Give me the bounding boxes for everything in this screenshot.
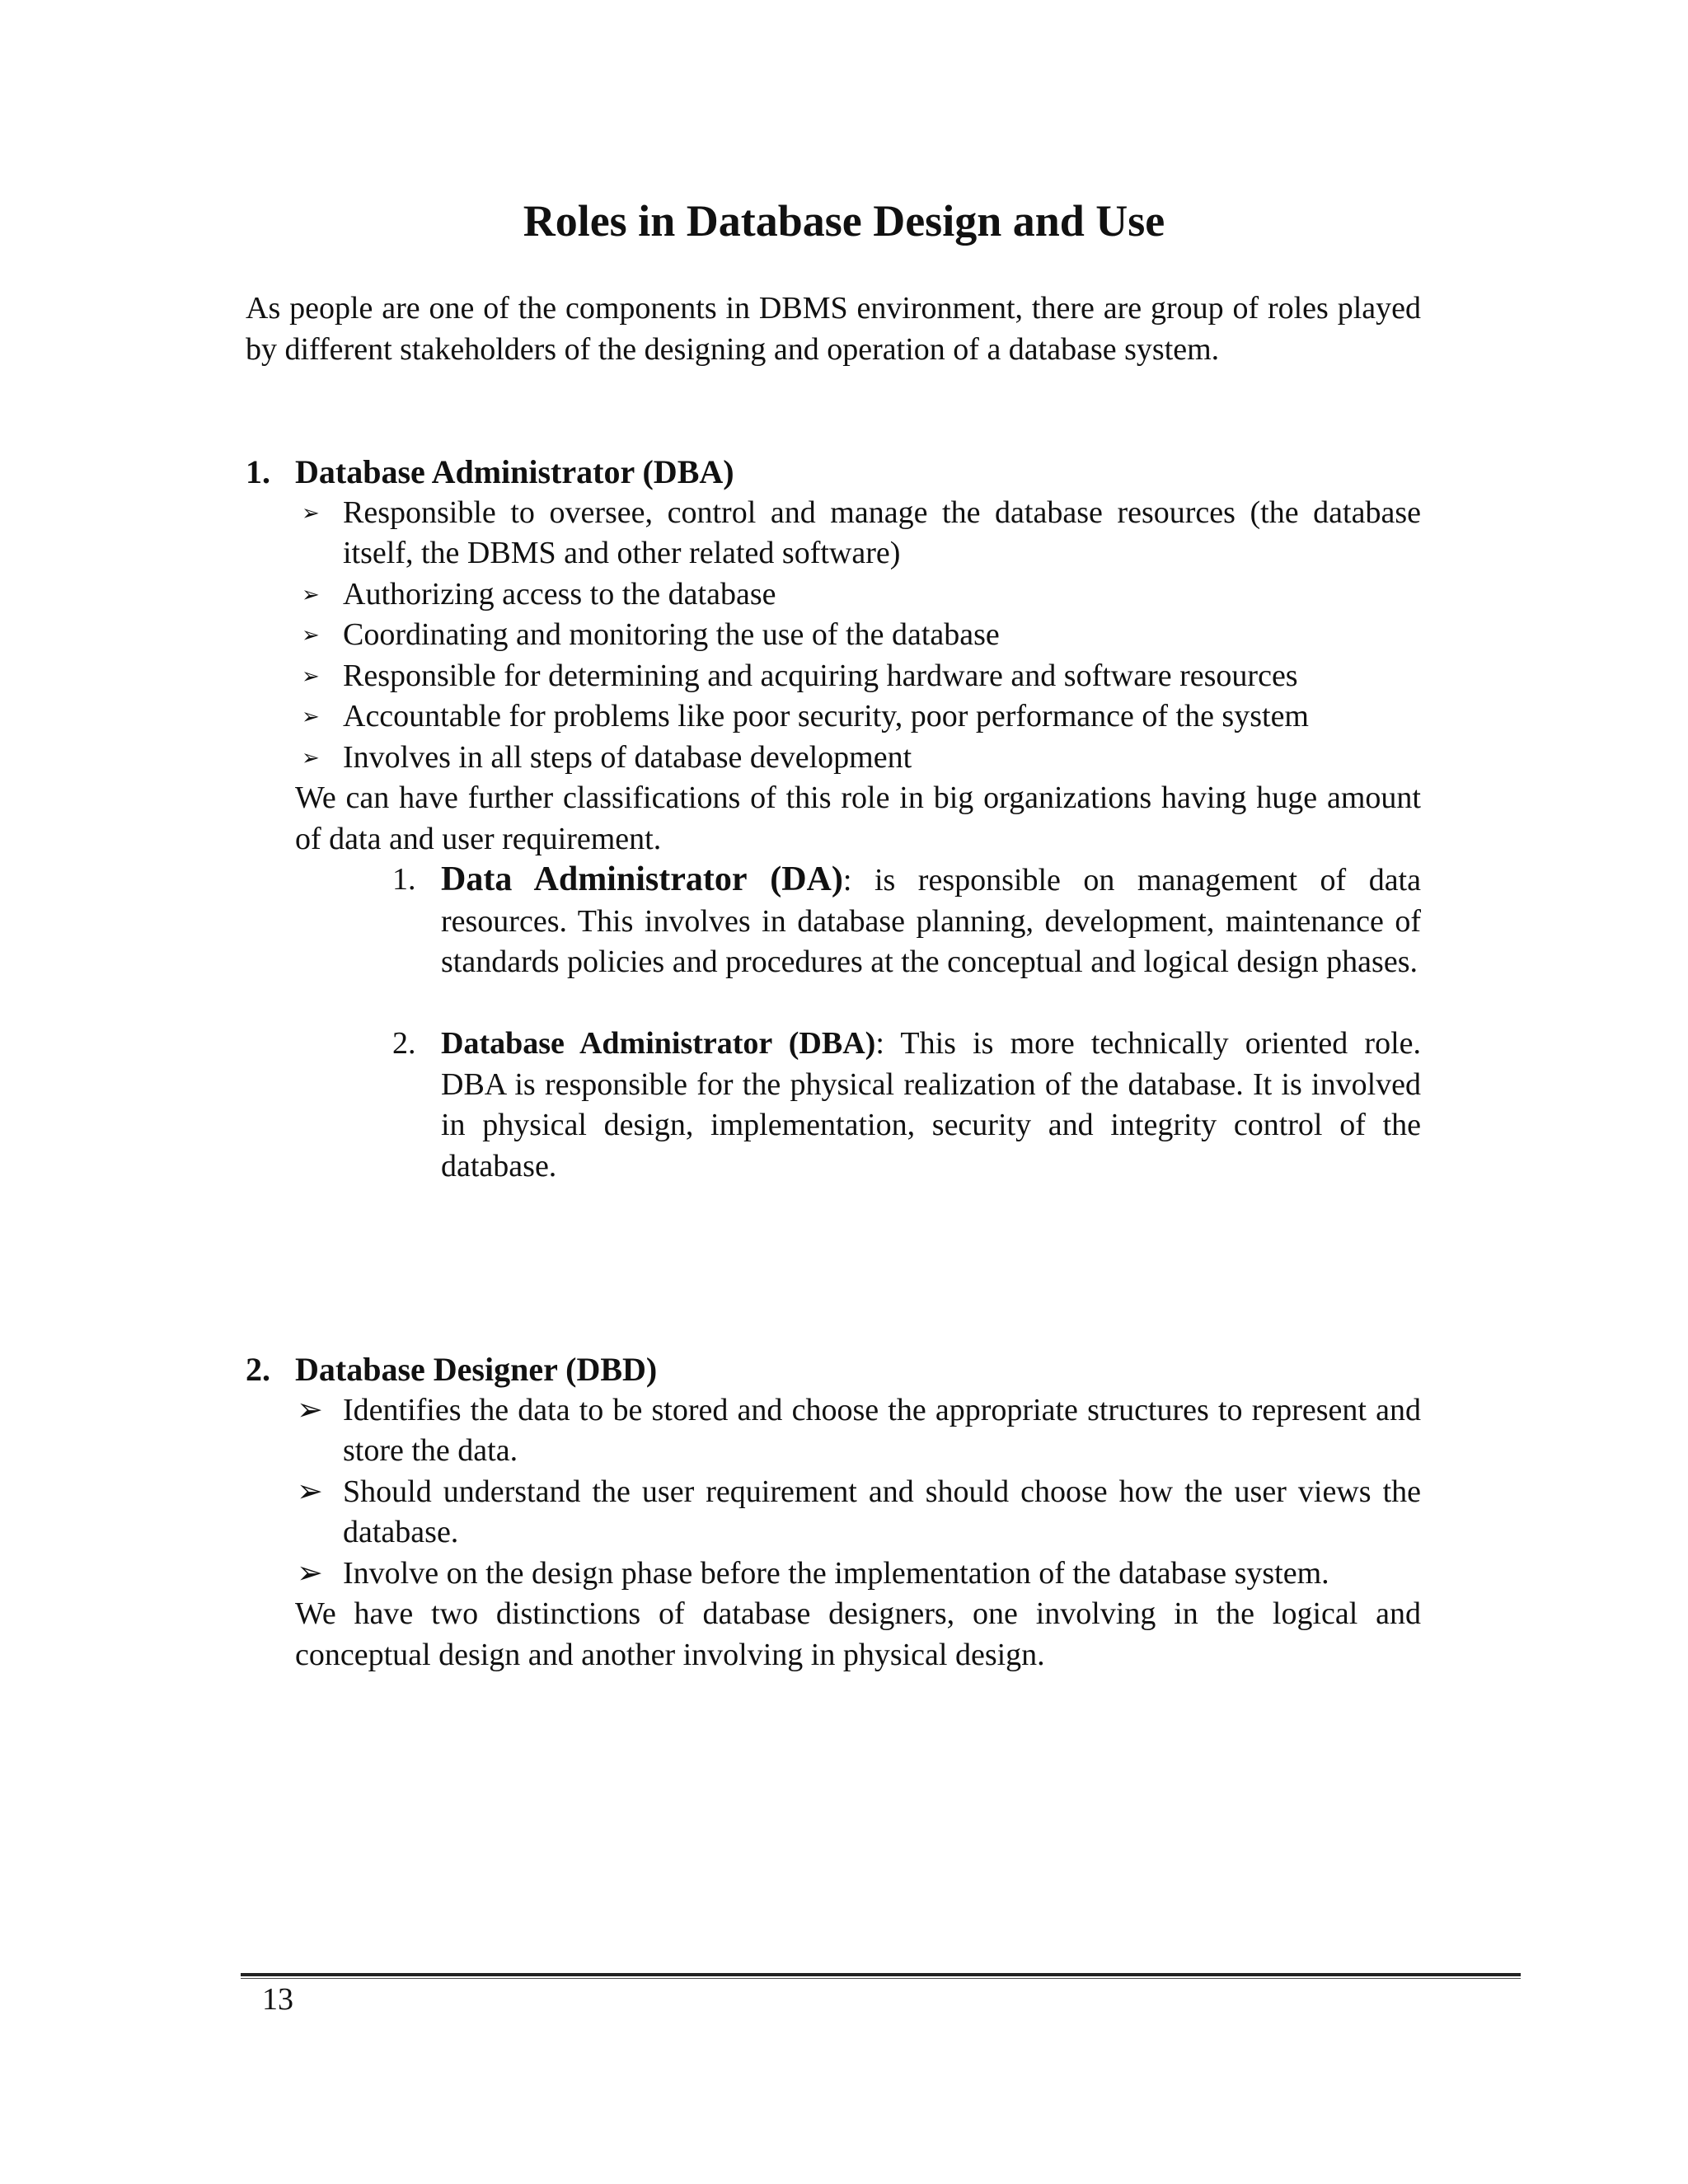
bullet-list [246, 493, 1421, 779]
section-title: Database Designer (DBD) [295, 1351, 658, 1388]
arrow-bullet-icon: ➢ [302, 663, 320, 688]
section-paragraph: We have two distinctions of database designers, one involving in the logical and conceptual design and another involving in physical design. [295, 1596, 1421, 1672]
section-dba [246, 452, 1421, 1187]
section-paragraph: We can have further classifications of this role in big organizations having huge amount of data and user requirement. [295, 780, 1421, 856]
intro-paragraph [246, 288, 1421, 370]
arrow-bullet-icon: ➢ [297, 1555, 323, 1591]
list-item [246, 656, 1421, 697]
section-number: 1. [246, 453, 270, 490]
sub-role-list [246, 860, 1421, 1187]
bullet-text: Accountable for problems like poor security, poor performance of the system [343, 699, 1309, 733]
sub-item-term: Database Administrator (DBA) [441, 1026, 876, 1061]
list-item [246, 1554, 1421, 1595]
section-heading [246, 452, 1421, 493]
arrow-bullet-icon: ➢ [302, 582, 320, 607]
sub-item-term: Data Administrator (DA) [441, 860, 843, 898]
list-item [246, 1024, 1421, 1187]
footer-divider-thin [241, 1978, 1521, 1979]
list-item [246, 738, 1421, 779]
page-title: Roles in Database Design and Use [523, 196, 1165, 246]
footer-divider [241, 1973, 1521, 1976]
section-title: Database Administrator (DBA) [295, 453, 734, 490]
arrow-bullet-icon: ➢ [297, 1474, 323, 1509]
bullet-list [246, 1390, 1421, 1595]
bullet-text: Authorizing access to the database [343, 576, 776, 612]
arrow-bullet-icon: ➢ [302, 623, 320, 647]
section-dbd [246, 1349, 1421, 1675]
list-item [246, 1472, 1421, 1554]
sub-item-number: 1. [392, 862, 416, 897]
list-item [246, 615, 1421, 656]
bullet-text: Responsible for determining and acquiring hardware and software resources [343, 658, 1298, 693]
page-number: 13 [262, 1982, 293, 2017]
bullet-text: Identifies the data to be stored and choose the appropriate structures to represent and store the data. [343, 1392, 1421, 1468]
arrow-bullet-icon: ➢ [302, 500, 320, 525]
sub-item-number: 2. [392, 1026, 416, 1061]
bullet-text: Involve on the design phase before the implementation of the database system. [343, 1555, 1329, 1591]
list-item [246, 860, 1421, 983]
bullet-text: Involves in all steps of database development [343, 739, 912, 775]
sub-item-text: : is responsible on management of data resources. This involves in database planning, development, maintenance of standards policies and procedures at the conceptual and logical design phases. [441, 863, 1421, 979]
bullet-text: Responsible to oversee, control and manage the database resources (the database itself, the DBMS and other related software) [343, 494, 1421, 570]
sub-item-text: : This is more technically oriented role. DBA is responsible for the physical realization of the database. It is involved in physical design, implementation, security and integrity control of the database. [441, 1026, 1421, 1183]
arrow-bullet-icon: ➢ [302, 705, 320, 729]
bullet-text: Should understand the user requirement and should choose how the user views the database. [343, 1474, 1421, 1549]
list-item [246, 696, 1421, 738]
arrow-bullet-icon: ➢ [297, 1392, 323, 1427]
list-item [246, 493, 1421, 574]
bullet-text: Coordinating and monitoring the use of the database [343, 617, 1000, 652]
intro-text: As people are one of the components in DBMS environment, there are group of roles played by different stakeholders of the designing and operation of a database system. [246, 291, 1421, 367]
list-item [246, 574, 1421, 616]
arrow-bullet-icon: ➢ [302, 745, 320, 770]
list-item [246, 1390, 1421, 1472]
section-heading [246, 1349, 1421, 1390]
section-number: 2. [246, 1351, 270, 1388]
